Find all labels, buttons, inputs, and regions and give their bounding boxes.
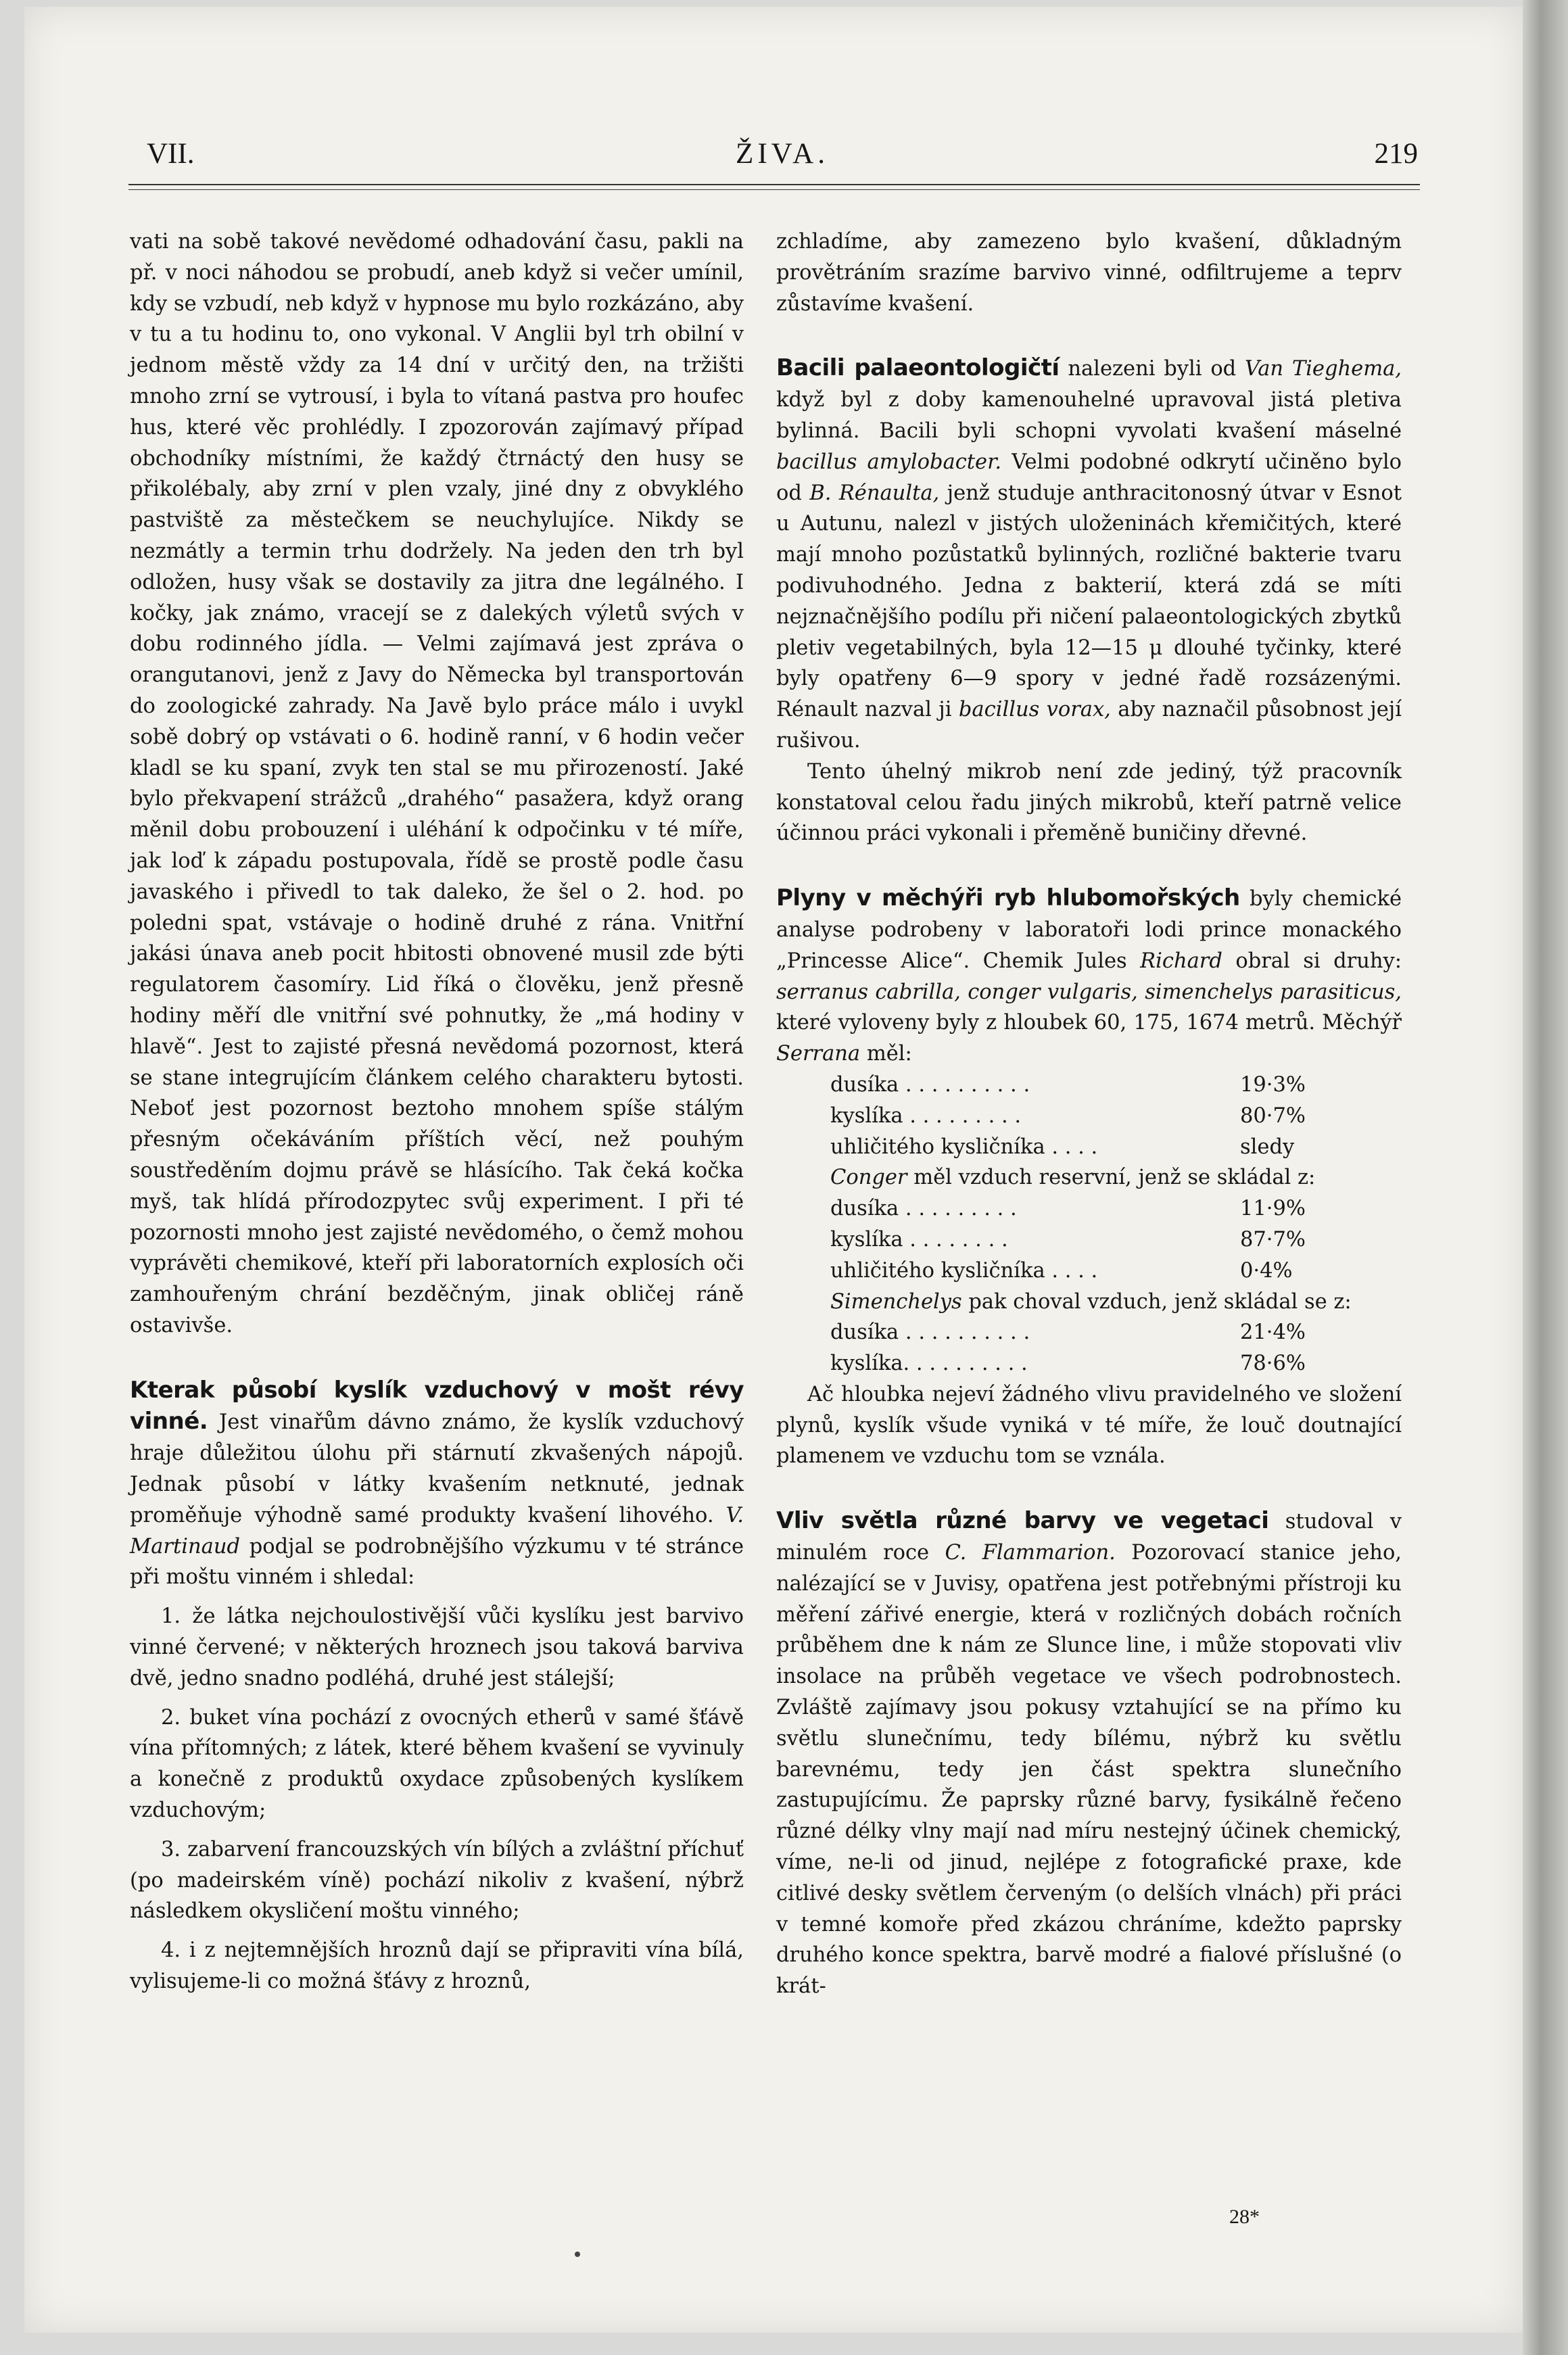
list-item: 2. buket vína pochází z ovocných etherů v samé šťávě vína přítomných; z látek, které během kvašení se vyvinuly a konečně z produktů oxydace způsobených kyslíkem vzduchovým;	[130, 1705, 744, 1823]
conger-gas-table	[830, 1193, 1306, 1286]
table-intro: Simenchelys pak choval vzduch, jenž skládal se z:	[830, 1289, 1352, 1314]
header-rule	[128, 184, 1420, 185]
author-name: V. Martinaud	[130, 1503, 744, 1559]
scan-speck	[575, 2252, 580, 2257]
article-paragraph: Bacili palaeontologičtí nalezeni byli od Van Tieghema, když byl z doby kamenouhelné upravoval jistá pletiva bylinná. Bacili byli schopni vyvolati kvašení máselné bacillus amylobacter. Velmi podobné odkrytí učiněno bylo od B. Rénaulta, jenž studuje anthracitonosný útvar v Esnot u Autunu, nalezl v jistých uloženinách křemičitých, které mají mnoho pozůstatků bylinných, rozličné bakterie tvaru podivuhodného. Jedna z bakterií, která zdá se míti nejznačnějšího podílu při ničení palaeontologických zbytků pletiv vegetabilných, byla 12—15 μ dlouhé tyčinky, které byly opatřeny 6—9 spory v jedné řadě rozsázenými. Rénault nazval ji bacillus vorax, aby naznačil působnost její rušivou.	[776, 354, 1402, 753]
paragraph: Tento úhelný mikrob není zde jediný, týž pracovník konstatoval celou řadu jiných mikrobů, kteří patrně velice účinnou práci vykonali i přeměně buničiny dřevné.	[776, 759, 1402, 846]
section-heading: Plyny v měchýři ryb hlubomořských	[776, 884, 1240, 912]
right-column	[776, 227, 1402, 2002]
volume-number: VII.	[147, 138, 195, 170]
article-paragraph: Plyny v měchýři ryb hlubomořských byly chemické analyse podrobeny v laboratoři lodi prince monackého „Princesse Alice“. Chemik Jules Richard obral si druhy: serranus cabrilla, conger vulgaris, simenchelys parasiticus, které vyloveny byly z hloubek 60, 175, 1674 metrů. Měchýř Serrana měl:	[776, 884, 1402, 1066]
table-row: dusíka . . . . . . . . . . 21·4%	[830, 1321, 1306, 1345]
section-heading: Kterak působí kyslík vzduchový v mošt révy vinné.	[130, 1376, 744, 1435]
table-row: kyslíka . . . . . . . . 87·7%	[830, 1227, 1306, 1252]
paragraph: Ač hloubka nejeví žádného vlivu pravidelného ve složení plynů, kyslík všude vyniká v té míře, že louč doutnající plamenem ve vzduchu tom se vznála.	[776, 1382, 1402, 1469]
section-heading: Bacili palaeontologičtí	[776, 354, 1060, 382]
serrana-gas-table	[830, 1070, 1306, 1162]
table-row: kyslíka. . . . . . . . . . 78·6%	[830, 1352, 1306, 1376]
signature-mark: 28*	[1229, 2206, 1260, 2228]
list-item: 4. i z nejtemnějších hroznů dají se připraviti vína bílá, vylisujeme-li co možná šťávy z hroznů,	[130, 1938, 744, 1994]
table-row: uhličitého kysličníka . . . . sledy	[830, 1135, 1295, 1159]
section-heading: Vliv světla různé barvy ve vegetaci	[776, 1507, 1269, 1535]
paragraph: zchladíme, aby zamezeno bylo kvašení, důkladným provětráním srazíme barvivo vinné, odfiltrujeme a teprv zůstavíme kvašení.	[776, 230, 1402, 316]
list-item: 1. že látka nejchoulostivější vůči kyslíku jest barvivo vinné červené; v některých hroznech jsou taková barviva dvě, jedno snadno podléhá, druhé jest stálejší;	[130, 1604, 744, 1690]
header-rule-thin	[128, 189, 1420, 190]
list-item: 3. zabarvení francouzských vín bílých a zvláštní příchuť (po madeirském víně) pochází nikoliv z kvašení, nýbrž následkem okysličení moštu vinného;	[130, 1837, 744, 1924]
simenchelys-gas-table	[830, 1317, 1306, 1379]
page-number: 219	[1374, 138, 1418, 170]
scan-edge	[1523, 0, 1568, 2355]
table-intro: Conger měl vzduch reservní, jenž se skládal z:	[830, 1166, 1316, 1190]
paragraph: vati na sobě takové nevědomé odhadování času, pakli na př. v noci náhodou se probudí, aneb když si večer umínil, kdy se vzbudí, neb když v hypnose mu bylo rozkázáno, aby v tu a tu hodinu to, ono vykonal. V Anglii byl trh obilní v jednom městě vždy za 14 dní v určitý den, na tržišti mnoho zrní se vytrousí, i byla to vítaná pastva pro houfec hus, které věc prohlédly. I zpozorován zajímavý případ obchodníky místními, že každý čtrnáctý den husy se přikolébaly, aby zrní v plen vzaly, jiné dny z obvyklého pastviště za městečkem se neuchylujíce. Nikdy se nezmátly a termin trhu dodržely. Na jeden den trh byl odložen, husy však se dostavily za jitra dne legálného. I kočky, jak známo, vracejí se z dalekých výletů svých v dobu rodinného jídla. — Velmi zajímavá jest zpráva o orangutanovi, jenž z Javy do Německa byl transportován do zoologické zahrady. Na Javě bylo práce málo i uvykl sobě dobrý op vstávati o 6. hodině ranní, v 6 hodin večer kladl se ku spaní, zvyk ten stal se mu přirozeností. Jaké bylo překvapení strážců „drahého“ pasažera, když orang měnil dobu probouzení i uléhání k odpočinku v té míře, jak loď k západu postupovala, řídě se prostě podle času javaského i přivedl to tak daleko, že šel o 2. hod. po poledni spat, vstávaje o hodině druhé z rána. Vnitřní jakási únava aneb pocit hbitosti obnovené musil zde býti regulatorem časomíry. Lid říká o člověku, jenž přesně hodiny měří dle vnitřní své pohnutky, že „má hodiny v hlavě“. Jest to zajisté přesná nevědomá pozornost, která se stane integrujícím článkem celého charakteru bytosti. Neboť jest pozornost beztoho mnohem spíše stálým přesným očekáváním příštích věcí, než pouhým soustředěním dojmu právě se hlásícího. Tak čeká kočka myš, tak hlídá přírodozpytec svůj experiment. I při té pozornosti mnoho jest zajisté nevědomého, o čemž mohou vyprávěti chemikové, kteří při laboratorních explosích oči zamhouřeným chrání bezděčným, jinak obličej ráně ostavivše.	[130, 230, 744, 1337]
table-row: uhličitého kysličníka . . . . 0·4%	[830, 1258, 1293, 1283]
journal-title: ŽIVA.	[736, 138, 829, 170]
table-row: dusíka . . . . . . . . . . 19·3%	[830, 1072, 1306, 1097]
left-column	[130, 227, 744, 1997]
table-row: kyslíka . . . . . . . . . 80·7%	[830, 1103, 1306, 1128]
article-paragraph: Vliv světla různé barvy ve vegetaci studoval v minulém roce C. Flammarion. Pozorovací stanice jeho, nalézající se v Juvisy, opatřena jest potřebnými přístroji ku měření zářivé energie, která v rozličných dobách ročních průběhem dne k nám ze Slunce line, i může stopovati vliv insolace na průběh vegetace ve všech podrobnostech. Zvláště zajímavy jsou pokusy vztahující se na přímo ku světlu slunečnímu, tedy bílému, nýbrž ku světlu barevnému, tedy jen část spektra slunečního zastupujícímu. Že paprsky různé barvy, fysikálně řečeno různé délky vlny mají nad míru nestejný účinek chemický, víme, ne-li od jinud, nejlépe z fotografické praxe, kde citlivé desky světlem červeným (o delších vlnách) při práci v temné komoře před zkázou chráníme, kdežto paprsky druhého konce spektra, barvě modré a fialové příslušné (o krát-	[776, 1507, 1402, 1999]
running-header	[147, 137, 1418, 178]
table-row: dusíka . . . . . . . . . 11·9%	[830, 1197, 1306, 1221]
article-paragraph: Kterak působí kyslík vzduchový v mošt révy vinné. Jest vinařům dávno známo, že kyslík vzduchový hraje důležitou úlohu při stárnutí zkvašených nápojů. Jednak působí v látky kvašením netknuté, jednak proměňuje výhodně samé produkty kvašení lihového. V. Martinaud podjal se podrobnějšího výzkumu v té stránce při moštu vinném i shledal:	[130, 1376, 744, 1590]
